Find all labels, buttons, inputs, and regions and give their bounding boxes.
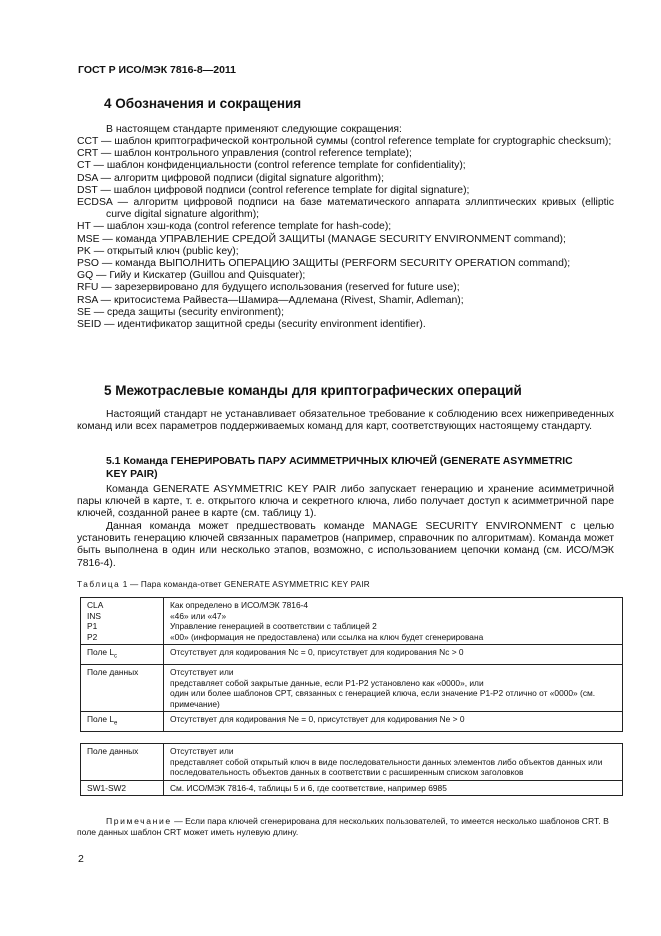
- lc-label-sub: c: [114, 653, 118, 660]
- command-data-line: один или более шаблонов CPT, связанных с генерацией ключа, если значение Р1-Р2 отлично от «0000» (см. примечание): [170, 688, 596, 709]
- command-data-line: Отсутствует или: [170, 667, 234, 678]
- document-header: ГОСТ Р ИСО/МЭК 7816-8—2011: [78, 64, 237, 76]
- response-data-line: Отсутствует или: [170, 746, 234, 756]
- table-1-caption: [77, 580, 370, 589]
- p2-label: P2: [87, 631, 98, 642]
- cla-label: CLA: [87, 600, 104, 610]
- abbr-rfu: RFU — зарезервировано для будущего использования (reserved for future use);: [77, 282, 460, 294]
- page-number: 2: [78, 853, 84, 865]
- abbr-ht: HT — шаблон хэш-кода (control reference template for hash-code);: [77, 221, 392, 233]
- response-table: [80, 743, 623, 796]
- abbr-ecdsa: ECDSA — алгоритм цифровой подписи на базе математического аппарата эллиптических кривых (elliptic curve digital signature algorithm);: [77, 197, 614, 221]
- response-data-line: последовательность объектов данных в соответствии с расширенным списком заголовков: [170, 767, 524, 777]
- lc-field-label: [81, 645, 164, 665]
- ins-label: INS: [87, 610, 101, 621]
- abbr-rsa: RSA — критосистема Райвеста—Шамира—Адлемана (Rivest, Shamir, Adleman);: [77, 294, 464, 306]
- abbr-gq: GQ — Гийу и Кискатер (Guillou and Quisquater);: [77, 270, 306, 282]
- lc-field-value: Отсутствует для кодирования Nc = 0, присутствует для кодирования Nc > 0: [164, 645, 623, 665]
- table-row: [81, 744, 623, 781]
- section-4-intro: В настоящем стандарте применяют следующие сокращения:: [106, 124, 402, 135]
- section-5-intro: Настоящий стандарт не устанавливает обязательное требование к соблюдению всех нижеприведенных команд или всех параметров поддерживаемых команд для карт, соответствующих настоящему стандарту.: [77, 409, 614, 433]
- abbr-seid: SEID — идентификатор защитной среды (security environment identifier).: [77, 319, 426, 331]
- le-label-sub: e: [114, 720, 118, 727]
- abbr-pk: PK — открытый ключ (public key);: [77, 245, 239, 257]
- command-table: [80, 597, 623, 732]
- status-word-value: См. ИСО/МЭК 7816-4, таблицы 5 и 6, где соответствие, например 6985: [164, 780, 623, 796]
- subsection-5-1-para-2: Данная команда может предшествовать команде MANAGE SECURITY ENVIRONMENT с целью установить генерацию ключей связанных параметров (например, справочник по алгоритмам). Команда может быть выполнена в один или несколько этапов, возможно, с использованием цепочки команд (см. ИСО/МЭК 7816-4).: [77, 521, 614, 569]
- table-row: [81, 712, 623, 732]
- abbr-pso: PSO — команда ВЫПОЛНИТЬ ОПЕРАЦИЮ ЗАЩИТЫ (PERFORM SECURITY OPERATION command);: [77, 258, 571, 270]
- status-word-label: SW1-SW2: [81, 780, 164, 796]
- table-cell-value: [164, 598, 623, 645]
- note-label: Примечание: [106, 816, 172, 826]
- cla-value: Как определено в ИСО/МЭК 7816-4: [170, 600, 309, 610]
- command-data-line: представляет собой закрытые данные, если Р1-Р2 установлено как «0000», или: [170, 677, 484, 688]
- response-data-field-value: [164, 744, 623, 781]
- table-row: [81, 645, 623, 665]
- abbr-crt: CRT — шаблон контрольного управления (control reference template);: [77, 148, 412, 160]
- table-caption-prefix: Таблица: [77, 580, 121, 589]
- section-5-title: 5 Межотраслевые команды для криптографических операций: [104, 383, 522, 398]
- subsection-5-1-title: 5.1 Команда ГЕНЕРИРОВАТЬ ПАРУ АСИММЕТРИЧНЫХ КЛЮЧЕЙ (GENERATE ASYMMETRIC KEY PAIR): [106, 456, 573, 480]
- p2-value: «00» (информация не предоставлена) или ссылка на ключ будет сгенерирована: [170, 631, 484, 642]
- abbr-mse: MSE — команда УПРАВЛЕНИЕ СРЕДОЙ ЗАЩИТЫ (MANAGE SECURITY ENVIRONMENT command);: [77, 233, 566, 245]
- abbreviation-list: [77, 136, 614, 331]
- abbr-ct: CT — шаблон конфиденциальности (control reference template for confidentiality);: [77, 160, 466, 172]
- lc-label-main: Поле L: [87, 647, 115, 657]
- le-field-value: Отсутствует для кодирования Ne = 0, присутствует для кодирования Ne > 0: [164, 712, 623, 732]
- le-label-main: Поле L: [87, 714, 115, 725]
- response-data-field-label: Поле данных: [81, 744, 164, 781]
- table-row: [81, 665, 623, 712]
- table-row: [81, 598, 623, 645]
- p1-label: P1: [87, 621, 98, 631]
- abbr-se: SE — среда защиты (security environment);: [77, 306, 284, 318]
- ins-value: «46» или «47»: [170, 610, 227, 621]
- abbr-cct: CCT — шаблон криптографической контрольной суммы (control reference template for cryptographic checksum);: [77, 136, 612, 147]
- le-field-label: [81, 712, 164, 732]
- abbr-dsa: DSA — алгоритм цифровой подписи (digital signature algorithm);: [77, 172, 385, 184]
- command-data-field-label: Поле данных: [81, 665, 164, 712]
- subsection-5-1-para-1: Команда GENERATE ASYMMETRIC KEY PAIR либо запускает генерацию и хранение асимметричной пары ключей в карте, т. е. открытого ключа и секретного ключа, либо получает доступ к асимметричной паре ключей, созданной ранее в карте (см. таблицу 1).: [77, 484, 614, 520]
- table-caption-text: 1 — Пара команда-ответ GENERATE ASYMMETRIC KEY PAIR: [122, 580, 370, 589]
- p1-value: Управление генерацией в соответствии с таблицей 2: [170, 621, 377, 631]
- abbr-dst: DST — шаблон цифровой подписи (control reference template for digital signature);: [77, 184, 470, 196]
- command-data-field-value: [164, 665, 623, 712]
- section-4-title: 4 Обозначения и сокращения: [104, 96, 302, 111]
- table-cell-label: [81, 598, 164, 645]
- response-data-line: представляет собой открытый ключ в виде последовательности данных элементов либо объектов данных или: [170, 756, 603, 767]
- table-note: [77, 816, 616, 838]
- note-text: — Если пара ключей сгенерирована для нескольких пользователей, то имеется несколько шаблонов CRT. В поле данных шаблон CRT может иметь нулевую длину.: [77, 816, 609, 837]
- table-row: [81, 780, 623, 796]
